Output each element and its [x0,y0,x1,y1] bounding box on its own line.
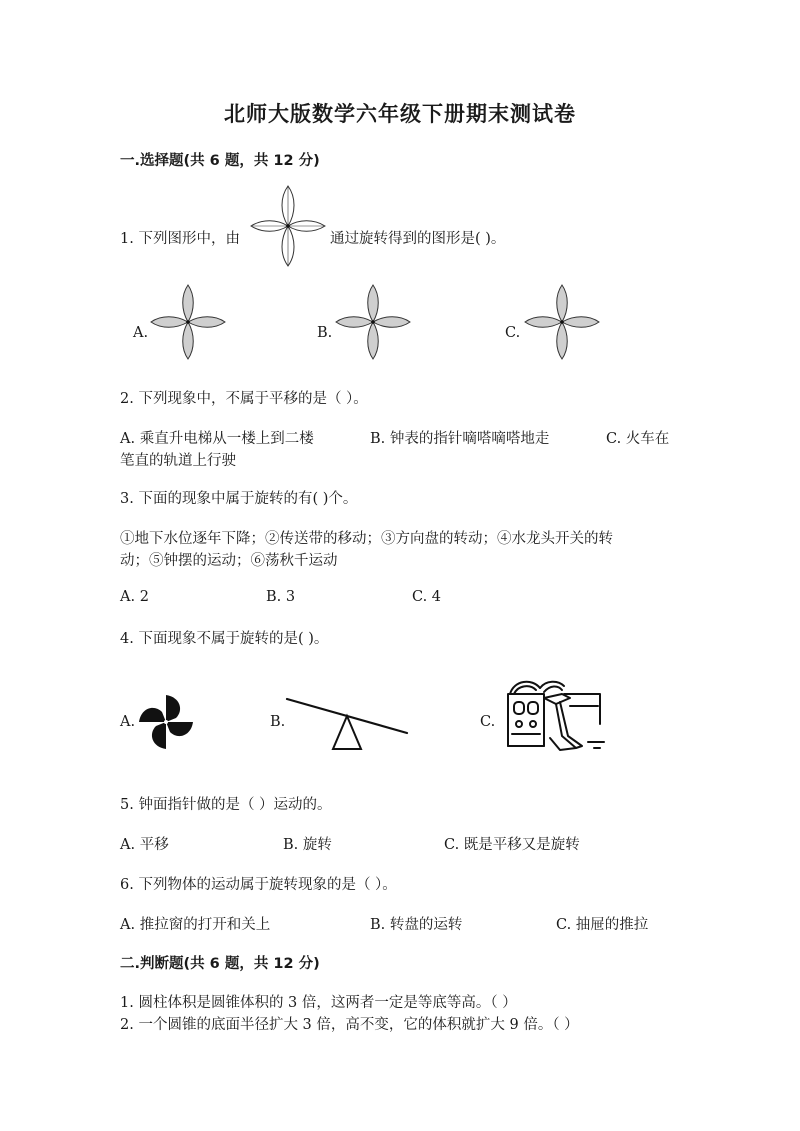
q6-option-b[interactable]: B. 转盘的运转 [370,917,463,933]
q1-option-b-label[interactable]: B. [317,325,333,341]
section-heading-choice: 一.选择题(共 6 题，共 12 分) [120,153,320,169]
q1-option-c-label[interactable]: C. [505,325,521,341]
q1-suffix: 通过旋转得到的图形是( )。 [330,231,506,247]
q1-flower-icon [250,185,326,267]
q4-option-b-label[interactable]: B. [270,714,286,730]
q2-option-c-line2: 笔直的轨道上行驶 [120,453,236,469]
q5-option-c[interactable]: C. 既是平移又是旋转 [444,837,580,853]
q5-text: 5. 钟面指针做的是（ ）运动的。 [120,797,332,813]
q3-detail-line2: 动；⑤钟摆的运动；⑥荡秋千运动 [120,553,338,569]
playground-slide-icon [500,676,606,754]
q2-option-c-line1[interactable]: C. 火车在 [606,431,670,447]
q1-option-c-flower-icon [524,284,600,360]
q4-option-a-label[interactable]: A. [120,714,136,730]
q2-option-b[interactable]: B. 钟表的指针嘀嗒嘀嗒地走 [370,431,550,447]
q3-option-a[interactable]: A. 2 [120,589,149,605]
seesaw-icon [285,695,410,753]
q5-option-b[interactable]: B. 旋转 [283,837,332,853]
q4-text: 4. 下面现象不属于旋转的是( )。 [120,631,329,647]
q3-option-c[interactable]: C. 4 [412,589,442,605]
q6-text: 6. 下列物体的运动属于旋转现象的是（ ）。 [120,877,397,893]
q4-option-c-label[interactable]: C. [480,714,496,730]
q6-option-a[interactable]: A. 推拉窗的打开和关上 [120,917,271,933]
section-heading-judgement: 二.判断题(共 6 题，共 12 分) [120,956,320,972]
pinwheel-icon [137,693,195,751]
q1-option-a-flower-icon [150,284,226,360]
q2-text: 2. 下列现象中，不属于平移的是（ ）。 [120,391,368,407]
q1-option-b-flower-icon [335,284,411,360]
j2-text: 2. 一个圆锥的底面半径扩大 3 倍，高不变，它的体积就扩大 9 倍。（ ） [120,1017,579,1033]
q1-option-a-label[interactable]: A. [133,325,149,341]
j1-text: 1. 圆柱体积是圆锥体积的 3 倍，这两者一定是等底等高。（ ） [120,995,517,1011]
q6-option-c[interactable]: C. 抽屉的推拉 [556,917,649,933]
q3-text: 3. 下面的现象中属于旋转的有( )个。 [120,491,358,507]
q1-prefix: 1. 下列图形中，由 [120,231,240,247]
q5-option-a[interactable]: A. 平移 [120,837,169,853]
page-title: 北师大版数学六年级下册期末测试卷 [224,101,576,126]
q2-option-a[interactable]: A. 乘直升电梯从一楼上到二楼 [120,431,314,447]
q3-detail-line1: ①地下水位逐年下降；②传送带的移动；③方向盘的转动；④水龙头开关的转 [120,531,613,547]
q3-option-b[interactable]: B. 3 [266,589,296,605]
